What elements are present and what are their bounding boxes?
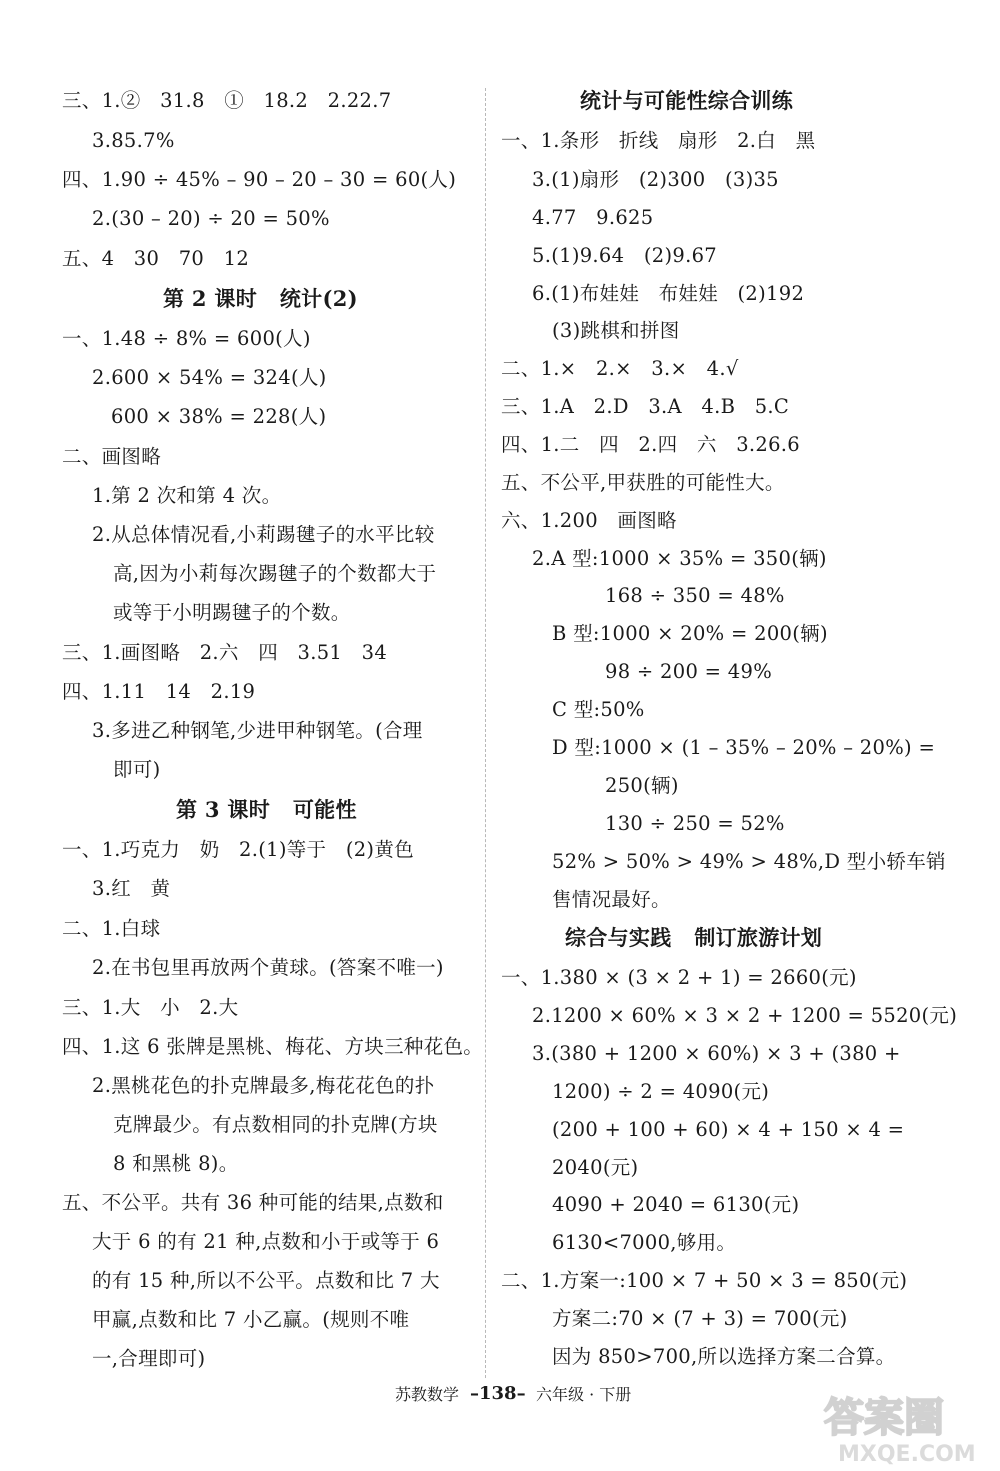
answer-line: 6130<7000,够用。 bbox=[552, 1231, 737, 1254]
answer-line: B 型:1000 × 20% = 200(辆) bbox=[552, 622, 828, 645]
answer-line: 3.多进乙种钢笔,少进甲种钢笔。(合理 bbox=[92, 719, 423, 742]
answer-line: 一、1.条形 折线 扇形 2.白 黑 bbox=[501, 129, 816, 152]
answer-line: 二、1.方案一:100 × 7 + 50 × 3 = 850(元) bbox=[501, 1269, 908, 1292]
answer-line: 2.1200 × 60% × 3 × 2 + 1200 = 5520(元) bbox=[532, 1004, 958, 1027]
answer-line: 2.黑桃花色的扑克牌最多,梅花花色的扑 bbox=[92, 1074, 435, 1097]
answer-line: 250(辆) bbox=[605, 774, 679, 797]
answer-line: 2.(30 – 20) ÷ 20 = 50% bbox=[92, 207, 330, 230]
answer-line: 一、1.48 ÷ 8% = 600(人) bbox=[62, 327, 311, 350]
watermark-url: MXQE.COM bbox=[838, 1442, 976, 1467]
answer-line: 售情况最好。 bbox=[552, 888, 671, 911]
section-heading: 统计与可能性综合训练 bbox=[580, 88, 793, 113]
answer-line: 6.(1)布娃娃 布娃娃 (2)192 bbox=[532, 282, 805, 305]
answer-line: 4.77 9.625 bbox=[532, 206, 654, 229]
answer-line: 因为 850>700,所以选择方案二合算。 bbox=[552, 1345, 896, 1368]
answer-line: 3.85.7% bbox=[92, 129, 175, 152]
answer-line: 五、不公平。共有 36 种可能的结果,点数和 bbox=[62, 1191, 444, 1214]
answer-line: 3.(1)扇形 (2)300 (3)35 bbox=[532, 168, 779, 191]
answer-line: 2.A 型:1000 × 35% = 350(辆) bbox=[532, 547, 827, 570]
answer-line: 600 × 38% = 228(人) bbox=[111, 405, 327, 428]
answer-line: 3.红 黄 bbox=[92, 877, 171, 900]
answer-line: 三、1.大 小 2.大 bbox=[62, 996, 239, 1019]
answer-line: 1.第 2 次和第 4 次。 bbox=[92, 484, 282, 507]
answer-line: 五、4 30 70 12 bbox=[62, 247, 250, 270]
footer-grade: 六年级 · 下册 bbox=[536, 1385, 632, 1404]
answer-line: 2.600 × 54% = 324(人) bbox=[92, 366, 327, 389]
answer-line: 六、1.200 画图略 bbox=[501, 509, 677, 532]
page-number: –138– bbox=[470, 1383, 526, 1404]
watermark-logo bbox=[818, 1387, 994, 1467]
answer-line: 方案二:70 × (7 + 3) = 700(元) bbox=[552, 1307, 848, 1330]
answer-line: 5.(1)9.64 (2)9.67 bbox=[532, 244, 717, 267]
answer-line: 大于 6 的有 21 种,点数和小于或等于 6 bbox=[92, 1230, 440, 1253]
section-heading: 第 3 课时 可能性 bbox=[176, 797, 357, 822]
watermark-glyphs: 答案圈 bbox=[824, 1395, 944, 1441]
answer-line: 高,因为小莉每次踢毽子的个数都大于 bbox=[113, 562, 437, 585]
answer-line: 四、1.11 14 2.19 bbox=[62, 680, 256, 703]
answer-line: 一、1.巧克力 奶 2.(1)等于 (2)黄色 bbox=[62, 838, 414, 861]
answer-line: 二、画图略 bbox=[62, 445, 162, 468]
section-heading: 综合与实践 制订旅游计划 bbox=[565, 925, 823, 950]
answer-line: 2.从总体情况看,小莉踢毽子的水平比较 bbox=[92, 523, 435, 546]
answer-line: 一、1.380 × (3 × 2 + 1) = 2660(元) bbox=[501, 966, 857, 989]
answer-line: (200 + 100 + 60) × 4 + 150 × 4 = bbox=[552, 1118, 905, 1141]
answer-line: 的有 15 种,所以不公平。点数和比 7 大 bbox=[92, 1269, 440, 1292]
answer-line: 130 ÷ 250 = 52% bbox=[605, 812, 785, 835]
answer-line: 三、1.A 2.D 3.A 4.B 5.C bbox=[501, 395, 790, 418]
footer-subject: 苏教数学 bbox=[395, 1385, 460, 1404]
answer-line: 52% > 50% > 49% > 48%,D 型小轿车销 bbox=[552, 850, 946, 873]
answer-line: 甲赢,点数和比 7 小乙赢。(规则不唯 bbox=[92, 1308, 410, 1331]
answer-line: 即可) bbox=[113, 758, 161, 781]
answer-line: (3)跳棋和拼图 bbox=[552, 319, 680, 342]
answer-line: 2.在书包里再放两个黄球。(答案不唯一) bbox=[92, 956, 444, 979]
answer-line: 克牌最少。有点数相同的扑克牌(方块 bbox=[113, 1113, 438, 1136]
answer-line: 二、1.× 2.× 3.× 4.√ bbox=[501, 357, 739, 380]
answer-line: D 型:1000 × (1 – 35% – 20% – 20%) = bbox=[552, 736, 936, 759]
answer-line: 或等于小明踢毽子的个数。 bbox=[113, 601, 351, 624]
answer-line: 4090 + 2040 = 6130(元) bbox=[552, 1193, 800, 1216]
answer-line: 一,合理即可) bbox=[92, 1347, 206, 1370]
section-heading: 第 2 课时 统计(2) bbox=[163, 286, 358, 311]
answer-line: 2040(元) bbox=[552, 1156, 639, 1179]
answer-line: 98 ÷ 200 = 49% bbox=[605, 660, 773, 683]
answer-line: 三、1.画图略 2.六 四 3.51 34 bbox=[62, 641, 388, 664]
answer-line: 3.(380 + 1200 × 60%) × 3 + (380 + bbox=[532, 1042, 901, 1065]
answer-line: 四、1.90 ÷ 45% – 90 – 20 – 30 = 60(人) bbox=[62, 168, 457, 191]
answer-line: 8 和黑桃 8)。 bbox=[113, 1152, 239, 1175]
answer-line: 四、1.二 四 2.四 六 3.26.6 bbox=[501, 433, 801, 456]
answer-line: 二、1.白球 bbox=[62, 917, 161, 940]
answer-line: 三、1.② 31.8 ① 18.2 2.22.7 bbox=[62, 89, 392, 112]
answer-line: 168 ÷ 350 = 48% bbox=[605, 584, 785, 607]
answer-line: 1200) ÷ 2 = 4090(元) bbox=[552, 1080, 770, 1103]
column-divider bbox=[485, 88, 486, 1378]
answer-line: 四、1.这 6 张牌是黑桃、梅花、方块三种花色。 bbox=[62, 1035, 484, 1058]
answer-line: 五、不公平,甲获胜的可能性大。 bbox=[501, 471, 785, 494]
answer-line: C 型:50% bbox=[552, 698, 645, 721]
